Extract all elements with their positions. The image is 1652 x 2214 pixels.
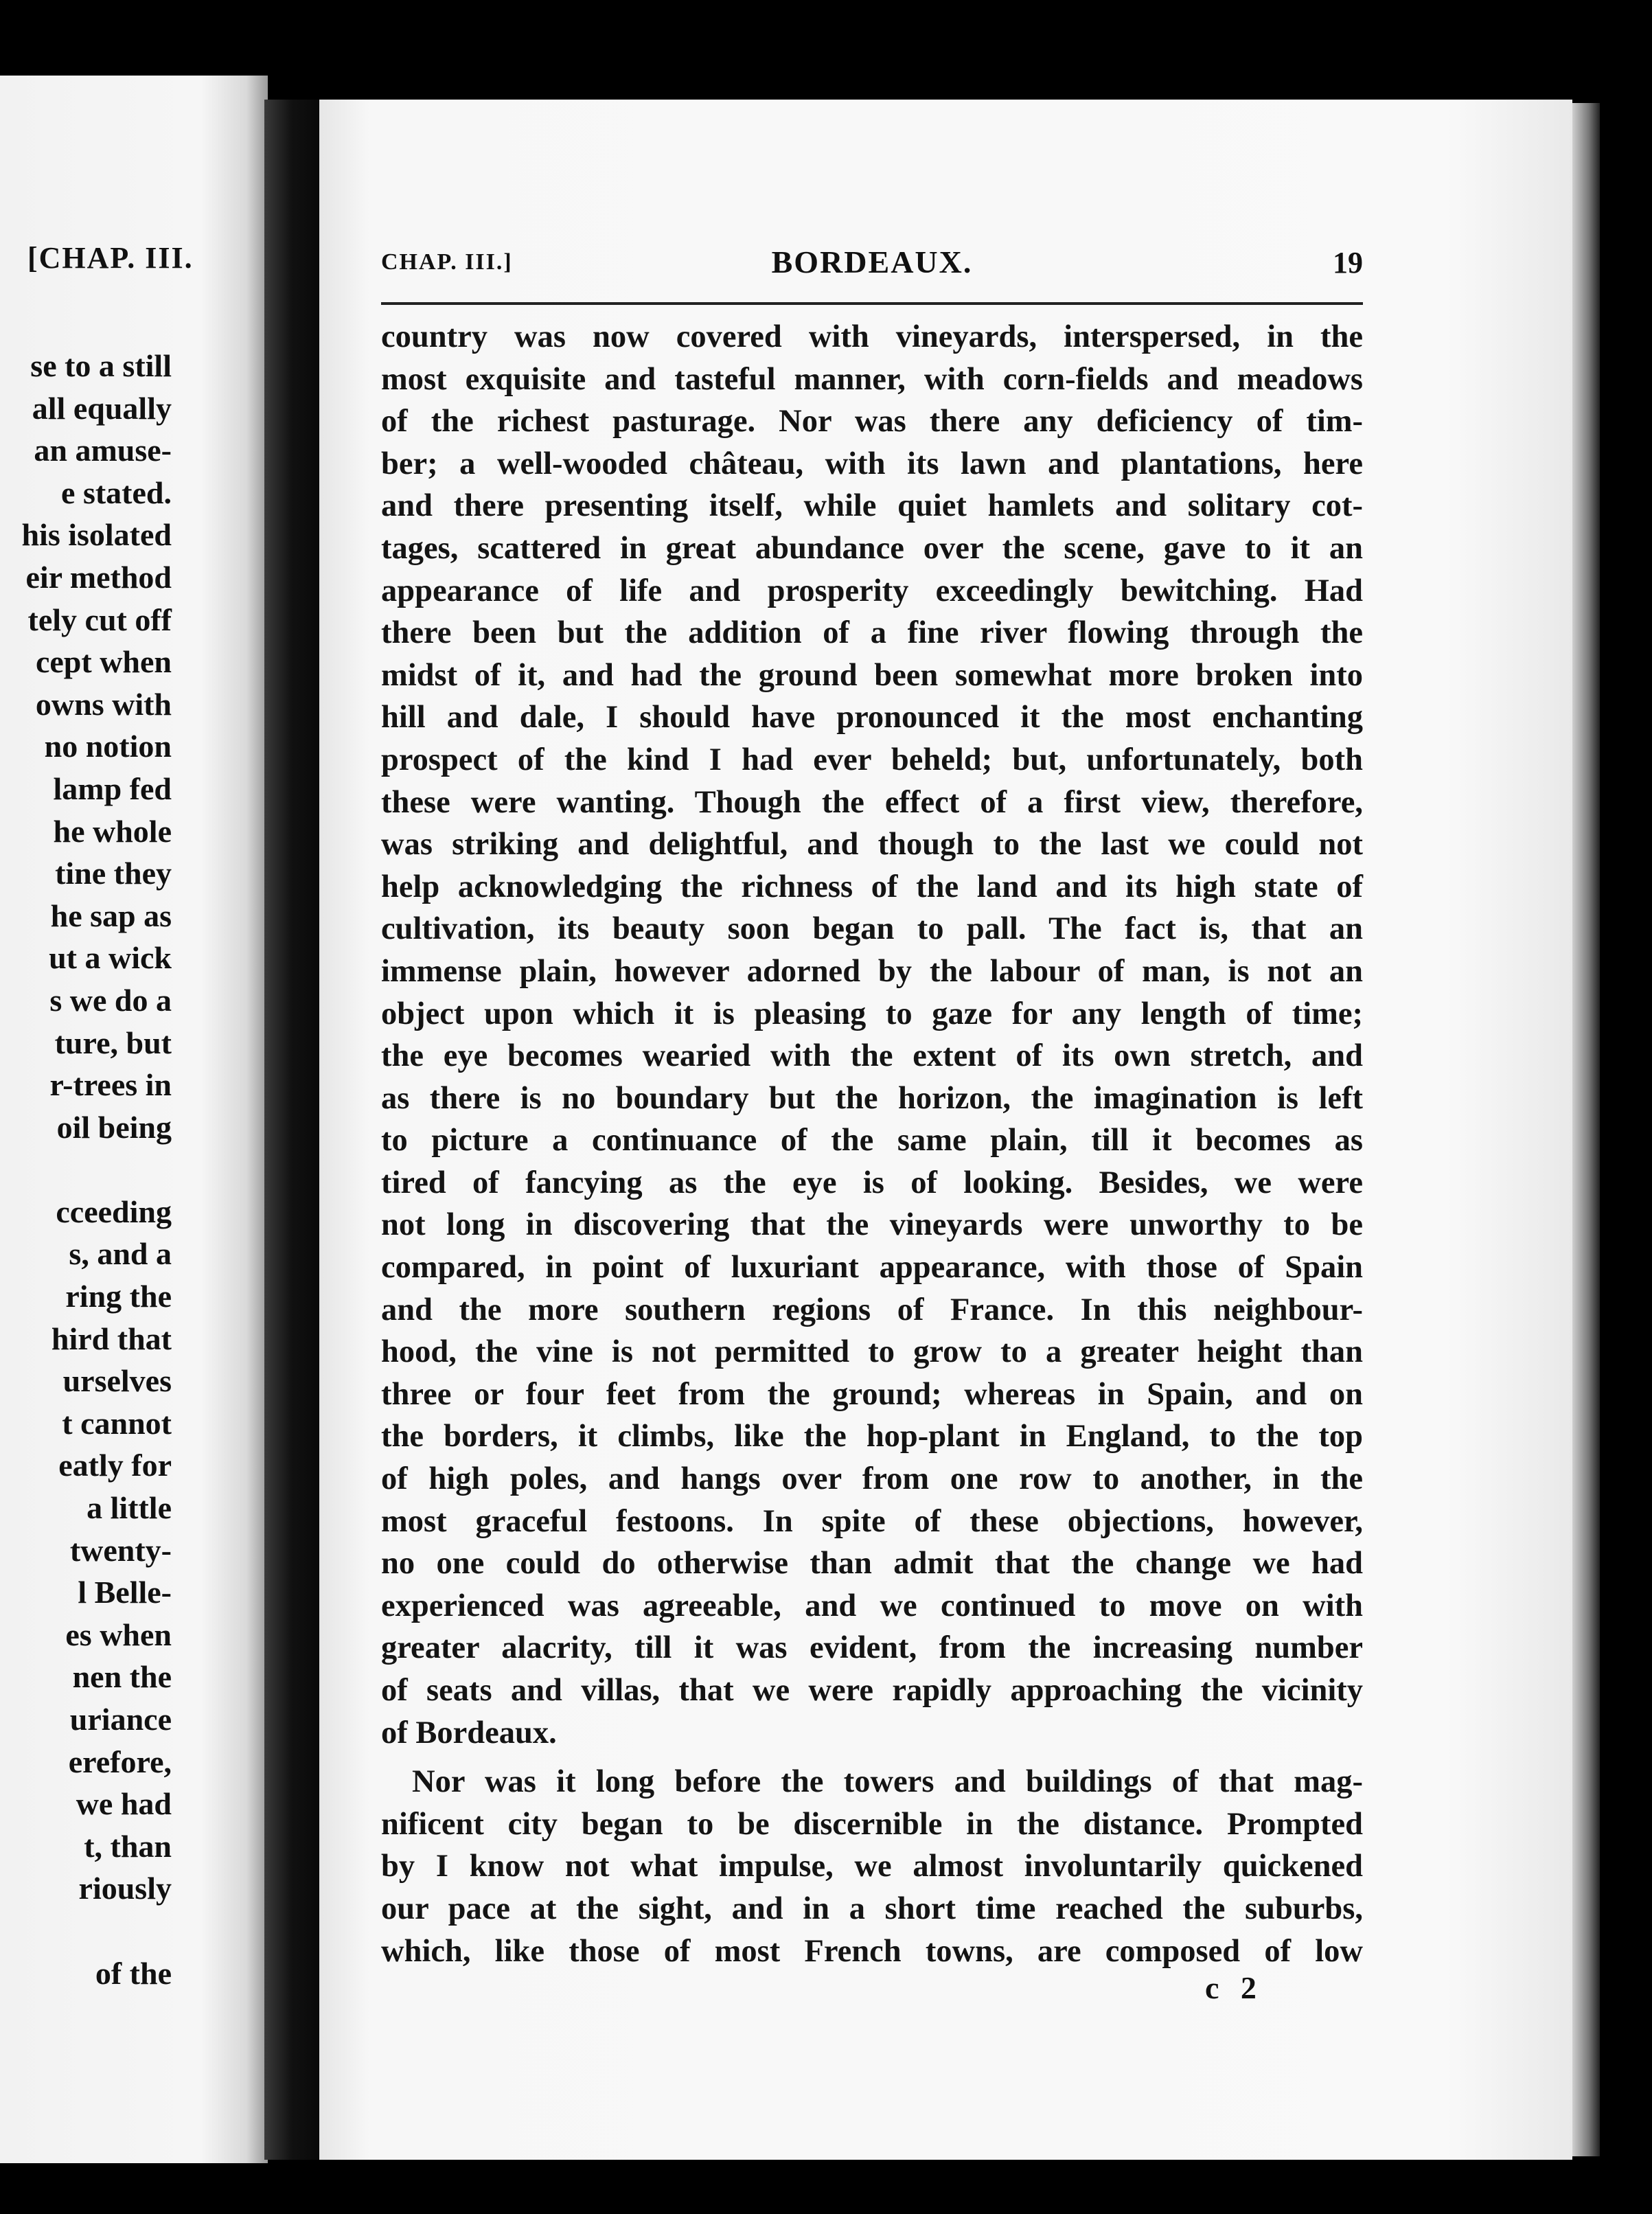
page-title: BORDEAUX. (771, 244, 973, 279)
left-text-line: eatly for (58, 1448, 172, 1483)
left-text-line: tine they (55, 856, 172, 891)
text-line: country was now covered with vineyards, interspersed, in the (381, 319, 1363, 354)
text-line: of the richest pasturage. Nor was there any deficiency of tim- (381, 404, 1363, 440)
left-text-line: hird that (51, 1321, 172, 1356)
left-text-line: ture, but (54, 1025, 172, 1060)
left-text-line: all equally (32, 390, 172, 426)
text-line: cultivation, its beauty soon began to pall. The fact is, that an (381, 911, 1363, 947)
text-line: no one could do otherwise than admit that the change we had (381, 1546, 1363, 1582)
left-text-line: s we do a (49, 982, 172, 1018)
left-text-line: lamp fed (53, 771, 172, 806)
text-line: greater alacrity, till it was evident, from the increasing number (381, 1630, 1363, 1666)
text-line: to picture a continuance of the same plain, till it becomes as (381, 1123, 1363, 1159)
left-text-line: we had (76, 1786, 172, 1822)
chapter-label: CHAP. III.] (381, 249, 513, 275)
text-line: not long in discovering that the vineyards were unworthy to be (381, 1207, 1363, 1243)
left-text-line: tely cut off (27, 602, 172, 637)
text-line: these were wanting. Though the effect of a first view, therefore, (381, 784, 1363, 820)
left-text-line: cept when (35, 644, 172, 680)
text-line: by I know not what impulse, we almost involuntarily quickened (381, 1849, 1363, 1884)
running-head (381, 244, 1363, 285)
left-text-line: a little (87, 1490, 172, 1526)
left-text-line: riously (78, 1871, 172, 1906)
text-line: three or four feet from the ground; whereas in Spain, and on (381, 1376, 1363, 1412)
left-text-line: his isolated (21, 517, 172, 553)
left-text-line: erefore, (68, 1744, 172, 1779)
left-text-line: an amuse- (34, 433, 172, 468)
left-text-line: se to a still (30, 348, 172, 383)
text-line: the borders, it climbs, like the hop-plant in England, to the top (381, 1419, 1363, 1454)
text-line: the eye becomes wearied with the extent of its own stretch, and (381, 1038, 1363, 1074)
left-text-line: oil being (56, 1109, 172, 1145)
left-text-line: r-trees in (49, 1067, 172, 1103)
text-line: as there is no boundary but the horizon, the imagination is left (381, 1080, 1363, 1116)
text-line: experienced was agreeable, and we continued to move on with (381, 1588, 1363, 1623)
left-text-line: urselves (62, 1363, 172, 1399)
text-line: of Bordeaux. (381, 1715, 557, 1750)
text-line: midst of it, and had the ground been somewhat more broken into (381, 657, 1363, 693)
text-line: help acknowledging the richness of the land and its high state of (381, 869, 1363, 904)
text-line: tired of fancying as the eye is of looking. Besides, we were (381, 1165, 1363, 1200)
page-edge-shadow (1572, 103, 1600, 2156)
left-text-line (0, 1910, 172, 1952)
left-text-line: cceeding (56, 1194, 172, 1229)
signature-mark: c 2 (1205, 1970, 1263, 2005)
text-line: was striking and delightful, and though to the last we could not (381, 827, 1363, 863)
text-line: hood, the vine is not permitted to grow to a greater height than (381, 1334, 1363, 1370)
page-number: 19 (1333, 246, 1363, 279)
text-line: and the more southern regions of France. In this neighbour- (381, 1292, 1363, 1327)
text-line: most graceful festoons. In spite of these objections, however, (381, 1503, 1363, 1539)
left-text-line: he sap as (50, 898, 172, 933)
left-text-line: t cannot (62, 1405, 172, 1441)
text-line: of seats and villas, that we were rapidly approaching the vicinity (381, 1673, 1363, 1708)
left-text-line: e stated. (61, 475, 172, 510)
left-text-line: ut a wick (49, 940, 172, 976)
text-line: tages, scattered in great abundance over the scene, gave to it an (381, 530, 1363, 566)
text-line: immense plain, however adorned by the labour of man, is not an (381, 953, 1363, 989)
text-line: which, like those of most French towns, are composed of low (381, 1933, 1363, 1969)
text-line: most exquisite and tasteful manner, with corn-fields and meadows (381, 361, 1363, 397)
text-line: and there presenting itself, while quiet hamlets and solitary cot- (381, 488, 1363, 524)
left-text-line: uriance (69, 1702, 172, 1737)
left-text-line: of the (95, 1955, 172, 1991)
left-text-line: owns with (35, 686, 172, 722)
text-line: object upon which it is pleasing to gaze for any length of time; (381, 996, 1363, 1031)
text-line: there been but the addition of a fine river flowing through the (381, 615, 1363, 651)
left-page-running-head: [CHAP. III. (27, 241, 194, 275)
left-page (0, 76, 268, 2163)
text-line: hill and dale, I should have pronounced it the most enchanting (381, 700, 1363, 735)
text-line: compared, in point of luxuriant appearance, with those of Spain (381, 1250, 1363, 1286)
left-text-line: no notion (44, 729, 172, 764)
left-text-line (0, 1148, 172, 1191)
body-text (381, 316, 1363, 1972)
left-page-text (0, 345, 172, 1994)
left-text-line: s, and a (69, 1236, 172, 1272)
left-text-line: eir method (25, 559, 172, 595)
text-line: our pace at the sight, and in a short time reached the suburbs, (381, 1891, 1363, 1926)
text-line: of high poles, and hangs over from one row to another, in the (381, 1461, 1363, 1497)
text-line: ber; a well-wooded château, with its lawn and plantations, here (381, 446, 1363, 481)
left-text-line: es when (65, 1617, 172, 1652)
text-line: nificent city began to be discernible in the distance. Prompted (381, 1806, 1363, 1842)
left-text-line: nen the (72, 1659, 172, 1695)
left-text-line: twenty- (69, 1532, 172, 1568)
text-line: Nor was it long before the towers and buildings of that mag- (412, 1764, 1363, 1800)
text-line: appearance of life and prosperity exceedingly bewitching. Had (381, 573, 1363, 608)
left-text-line: l Belle- (78, 1575, 172, 1610)
left-text-line: he whole (53, 813, 172, 849)
left-text-line: t, than (84, 1828, 172, 1864)
left-text-line: ring the (65, 1279, 172, 1314)
text-line: prospect of the kind I had ever beheld; but, unfortunately, both (381, 742, 1363, 777)
header-rule (381, 302, 1363, 305)
